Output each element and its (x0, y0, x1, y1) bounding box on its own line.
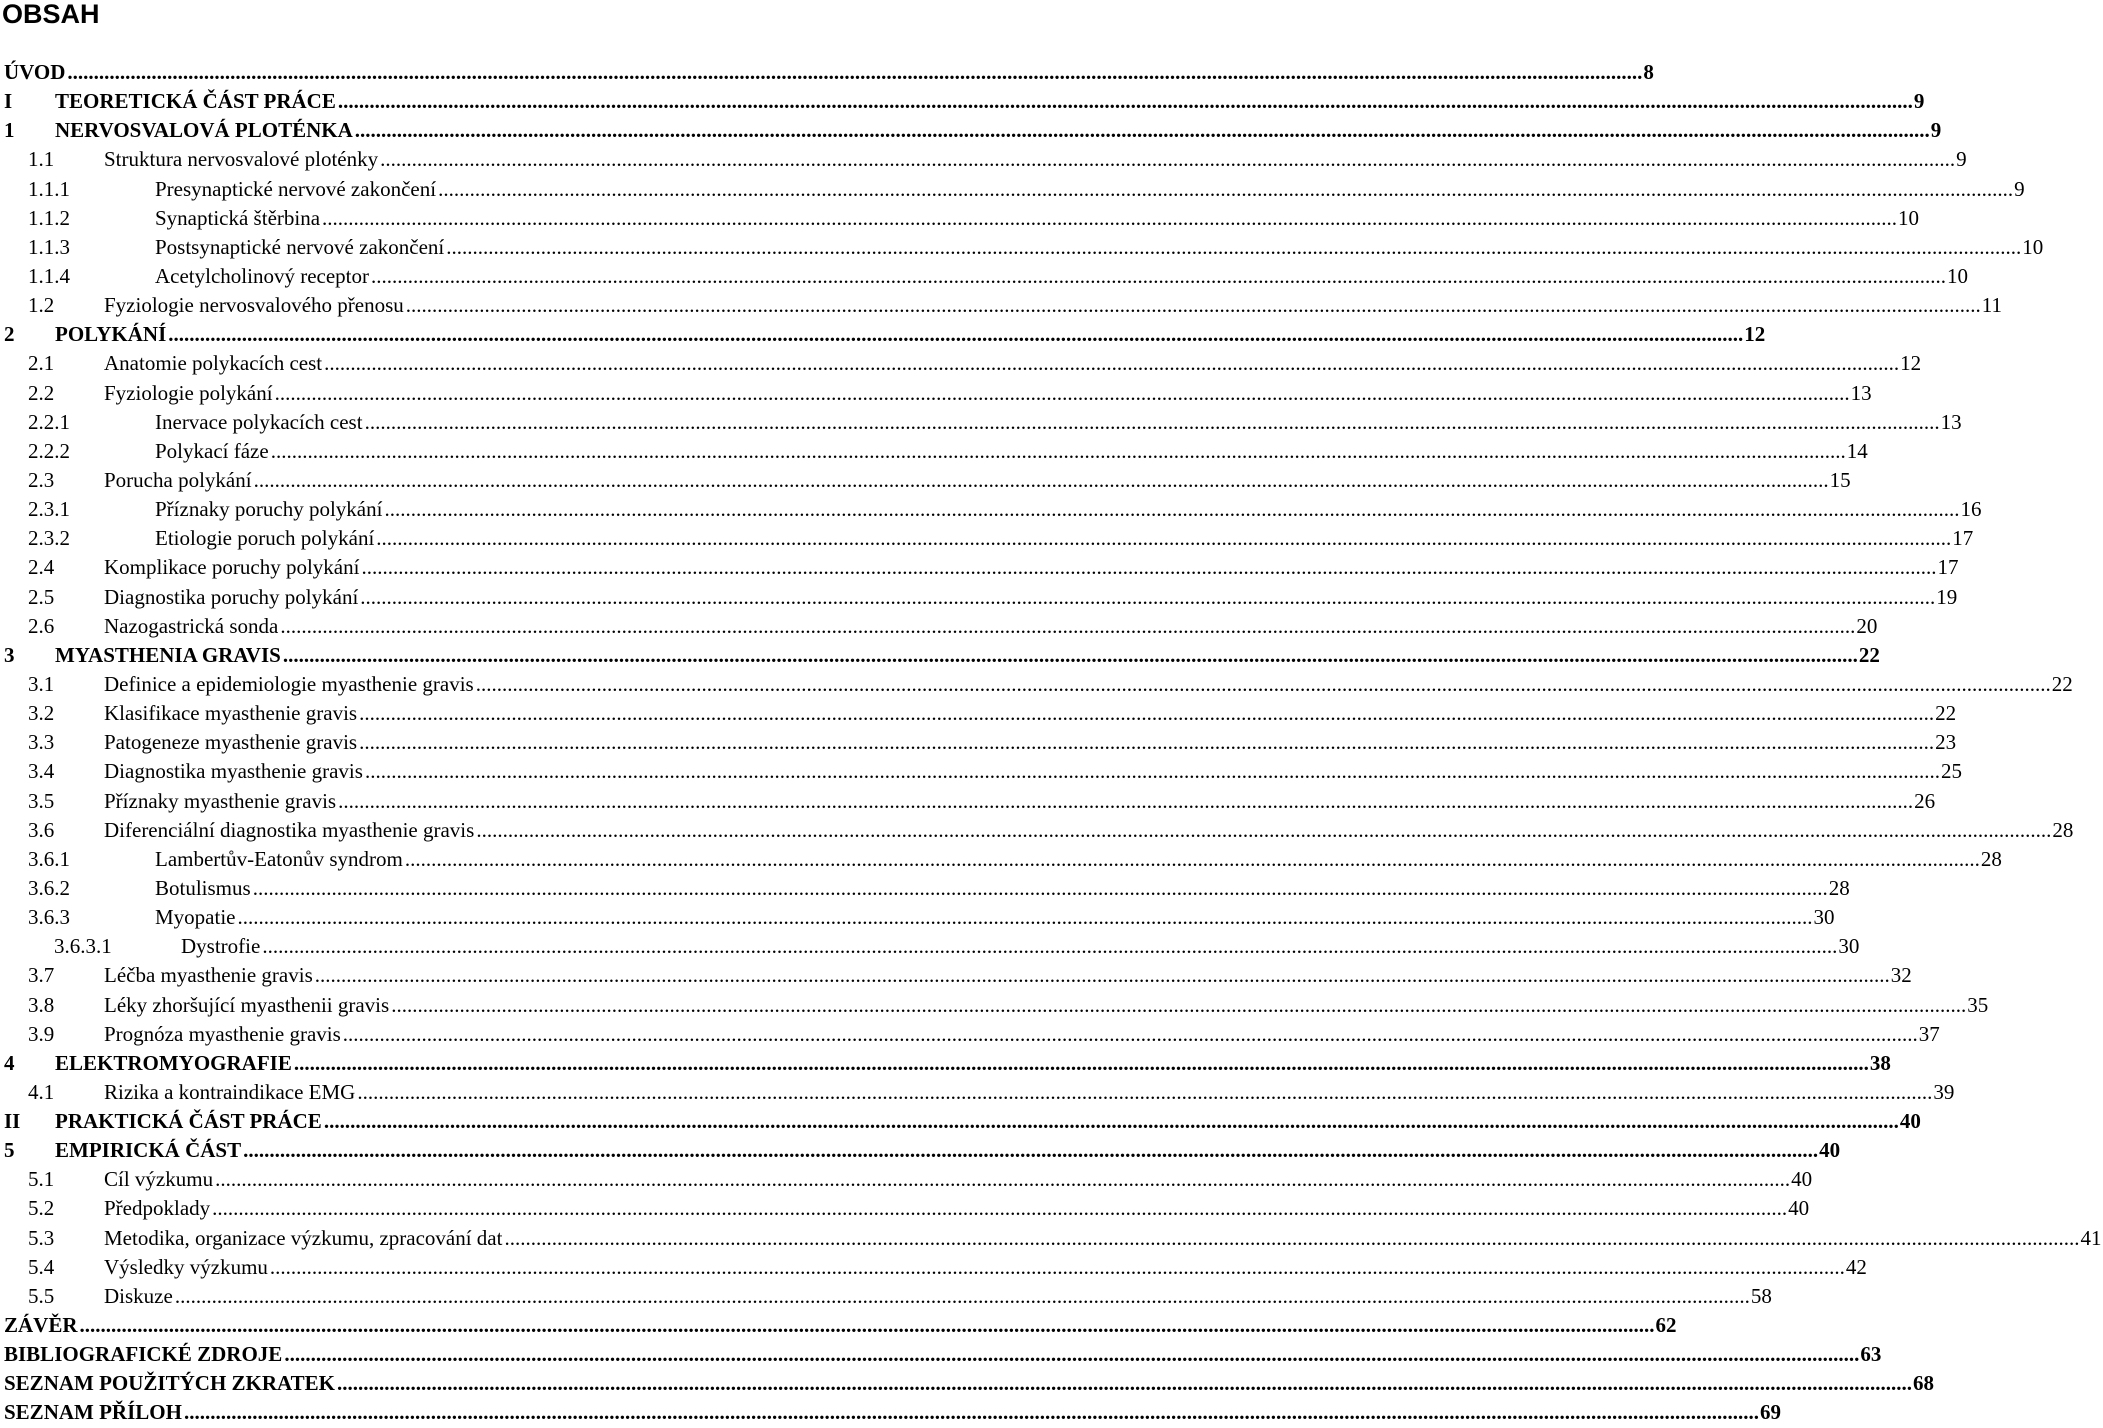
toc-entry-number: 1.1 (28, 147, 55, 172)
toc-entry[interactable] (0, 58, 1654, 87)
dot-leader: ............................................................................................................................................................................................................................................................................................................ (67, 60, 1643, 84)
toc-entry-title: Etiologie poruch polykání (155, 524, 376, 553)
toc-entry-page: 15 (1829, 466, 1853, 495)
toc-entry-page: 35 (1966, 991, 1990, 1020)
toc-entry-page: 22 (1934, 699, 1958, 728)
toc-entry[interactable] (0, 495, 1982, 524)
dot-leader: ............................................................................................................................................................................................................................................................................................................ (354, 118, 1930, 143)
toc-entry-page: 9 (1930, 116, 1944, 145)
toc-entry-number: 2.1 (28, 351, 55, 376)
toc-entry[interactable] (0, 1194, 1810, 1223)
toc-entry-title: Definice a epidemiologie myasthenie gravis (104, 670, 476, 699)
toc-entry-title: Nazogastrická sonda (104, 612, 280, 641)
toc-entry[interactable] (0, 553, 1959, 582)
dot-leader: ............................................................................................................................................................................................................................................................................................................ (337, 1371, 1912, 1396)
toc-entry-title: Příznaky poruchy polykání (155, 495, 384, 524)
toc-entry-number: 5.4 (28, 1254, 55, 1279)
toc-entry-title: Anatomie polykacích cest (104, 349, 324, 378)
toc-entry-number: 3.8 (28, 992, 55, 1017)
toc-entry[interactable] (0, 1282, 1772, 1311)
dot-leader: ............................................................................................................................................................................................................................................................................................................ (284, 1342, 1860, 1367)
dot-leader: ............................................................................................................................................................................................................................................................................................................ (174, 1283, 1750, 1308)
toc-entry[interactable] (0, 1136, 1841, 1165)
toc-entry[interactable] (0, 728, 1957, 757)
toc-entry-page: 40 (1899, 1107, 1923, 1136)
dot-leader: ............................................................................................................................................................................................................................................................................................................ (274, 380, 1850, 405)
toc-entry-page: 40 (1787, 1194, 1811, 1223)
toc-entry-page: 10 (1946, 262, 1970, 291)
toc-entry-page: 63 (1859, 1340, 1883, 1369)
toc-entry-title: Patogeneze myasthenie gravis (104, 728, 359, 757)
toc-entry-number: 5 (4, 1138, 15, 1163)
toc-entry[interactable] (0, 1224, 2102, 1253)
toc-entry-title: Dystrofie (181, 932, 262, 961)
toc-entry[interactable] (0, 408, 1962, 437)
toc-entry[interactable] (0, 466, 1851, 495)
toc-entry-page: 40 (1790, 1165, 1814, 1194)
toc-entry-page: 39 (1932, 1078, 1956, 1107)
dot-leader: ............................................................................................................................................................................................................................................................................................................ (376, 526, 1952, 551)
toc-entry-title: EMPIRICKÁ ČÁST (55, 1136, 243, 1165)
toc-entry-number: 2 (4, 322, 15, 347)
dot-leader: ............................................................................................................................................................................................................................................................................................................ (364, 409, 1940, 434)
toc-entry[interactable] (0, 874, 1850, 903)
toc-entry-title: Rizika a kontraindikace EMG (104, 1078, 357, 1107)
toc-entry-page: 41 (2079, 1224, 2103, 1253)
dot-leader: ............................................................................................................................................................................................................................................................................................................ (342, 1021, 1918, 1046)
toc-entry-title: Botulismus (155, 874, 253, 903)
toc-entry-page: 13 (1850, 379, 1874, 408)
dot-leader: ............................................................................................................................................................................................................................................................................................................ (438, 176, 2014, 201)
dot-leader: ............................................................................................................................................................................................................................................................................................................ (475, 671, 2051, 696)
toc-entry-page: 32 (1890, 961, 1914, 990)
dot-leader: ............................................................................................................................................................................................................................................................................................................ (183, 1400, 1759, 1425)
toc-entry-number: 3.9 (28, 1021, 55, 1046)
toc-entry-number: 2.6 (28, 613, 55, 638)
toc-entry-page: 10 (2021, 233, 2045, 262)
toc-entry[interactable] (0, 903, 1835, 932)
toc-entry[interactable] (0, 1369, 1934, 1398)
dot-leader: ............................................................................................................................................................................................................................................................................................................ (380, 147, 1956, 172)
toc-entry-number: 3.1 (28, 671, 55, 696)
toc-entry-number: 1 (4, 118, 15, 143)
toc-entry-number: 3.6 (28, 817, 55, 842)
dot-leader: ............................................................................................................................................................................................................................................................................................................ (446, 234, 2022, 259)
dot-leader: ............................................................................................................................................................................................................................................................................................................ (322, 205, 1898, 230)
dot-leader: ............................................................................................................................................................................................................................................................................................................ (253, 467, 1829, 492)
toc-entry-number: 3.5 (28, 788, 55, 813)
dot-leader: ............................................................................................................................................................................................................................................................................................................ (391, 992, 1967, 1017)
dot-leader: ............................................................................................................................................................................................................................................................................................................ (360, 584, 1936, 609)
dot-leader: ............................................................................................................................................................................................................................................................................................................ (269, 1254, 1845, 1279)
dot-leader: ............................................................................................................................................................................................................................................................................................................ (280, 613, 1856, 638)
toc-entry-page: 30 (1812, 903, 1836, 932)
toc-entry-number: 5.5 (28, 1283, 55, 1308)
toc-entry[interactable] (0, 1311, 1677, 1340)
toc-entry-title: Fyziologie polykání (104, 379, 275, 408)
toc-entry-title: Acetylcholinový receptor (155, 262, 371, 291)
toc-entry-title: SEZNAM PŘÍLOH (4, 1398, 184, 1427)
dot-leader: ............................................................................................................................................................................................................................................................................................................ (243, 1138, 1819, 1163)
toc-entry-number: 1.1.3 (28, 234, 70, 259)
toc-entry-title: Příznaky myasthenie gravis (104, 787, 338, 816)
toc-entry[interactable] (0, 175, 2025, 204)
toc-entry-page: 28 (1828, 874, 1852, 903)
toc-entry-title: Postsynaptické nervové zakončení (155, 233, 446, 262)
toc-entry[interactable] (0, 437, 1868, 466)
toc-entry-number: 2.2.1 (28, 409, 70, 434)
toc-entry-number: 5.3 (28, 1225, 55, 1250)
toc-entry-title: MYASTHENIA GRAVIS (55, 641, 283, 670)
toc-entry[interactable] (0, 1020, 1940, 1049)
toc-entry-page: 9 (1913, 87, 1927, 116)
toc-entry-title: Diagnostika poruchy polykání (104, 583, 360, 612)
dot-leader: ............................................................................................................................................................................................................................................................................................................ (168, 322, 1744, 347)
toc-entry-title: NERVOSVALOVÁ PLOTÉNKA (55, 116, 355, 145)
toc-entry-title: Diferenciální diagnostika myasthenie gravis (104, 816, 476, 845)
toc-entry[interactable] (0, 757, 1962, 786)
toc-entry-title: Komplikace poruchy polykání (104, 553, 361, 582)
toc-entry-page: 28 (1980, 845, 2004, 874)
toc-entry[interactable] (0, 641, 1880, 670)
dot-leader: ............................................................................................................................................................................................................................................................................................................ (314, 963, 1890, 988)
toc-entry-number: 4.1 (28, 1079, 55, 1104)
toc-entry[interactable] (0, 583, 1958, 612)
toc-entry-page: 42 (1845, 1253, 1869, 1282)
toc-entry-number: II (4, 1109, 21, 1134)
dot-leader: ............................................................................................................................................................................................................................................................................................................ (504, 1225, 2080, 1250)
toc-entry[interactable] (0, 787, 1936, 816)
toc-entry-page: 37 (1918, 1020, 1942, 1049)
toc-entry-number: 2.3 (28, 467, 55, 492)
dot-leader: ............................................................................................................................................................................................................................................................................................................ (337, 89, 1913, 114)
toc-entry-page: 17 (1951, 524, 1975, 553)
toc-entry-title: ÚVOD (4, 58, 67, 87)
toc-entry-number: 5.1 (28, 1167, 55, 1192)
toc-entry[interactable] (0, 1165, 1813, 1194)
toc-entry[interactable] (0, 816, 2074, 845)
toc-entry[interactable] (0, 1398, 1781, 1427)
toc-entry-page: 69 (1759, 1398, 1783, 1427)
toc-entry-page: 26 (1913, 787, 1937, 816)
dot-leader: ............................................................................................................................................................................................................................................................................................................ (364, 759, 1940, 784)
toc-entry-page: 28 (2051, 816, 2075, 845)
toc-entry-page: 23 (1934, 728, 1958, 757)
dot-leader: ............................................................................................................................................................................................................................................................................................................ (324, 351, 1900, 376)
dot-leader: ............................................................................................................................................................................................................................................................................................................ (404, 846, 1980, 871)
toc-entry[interactable] (0, 204, 1920, 233)
dot-leader: ............................................................................................................................................................................................................................................................................................................ (282, 642, 1858, 667)
toc-entry-number: 3.6.3.1 (54, 934, 112, 959)
toc-entry-page: 12 (1899, 349, 1923, 378)
toc-entry-title: Prognóza myasthenie gravis (104, 1020, 343, 1049)
toc-entry-page: 20 (1855, 612, 1879, 641)
toc-entry-page: 9 (2013, 175, 2027, 204)
toc-entry-page: 58 (1750, 1282, 1774, 1311)
toc-entry-title: SEZNAM POUŽITÝCH ZKRATEK (4, 1369, 337, 1398)
toc-entry-number: 2.3.1 (28, 497, 70, 522)
toc-entry-title: ELEKTROMYOGRAFIE (55, 1049, 294, 1078)
toc-entry-page: 38 (1869, 1049, 1893, 1078)
toc-entry-page: 9 (1955, 145, 1969, 174)
toc-entry[interactable] (0, 845, 2002, 874)
toc-entry[interactable] (0, 291, 2003, 320)
toc-entry-title: Polykací fáze (155, 437, 271, 466)
toc-entry[interactable] (0, 1107, 1921, 1136)
toc-entry[interactable] (0, 379, 1872, 408)
toc-entry-number: 3.6.2 (28, 875, 70, 900)
toc-entry[interactable] (0, 612, 1878, 641)
toc-entry-page: 17 (1936, 553, 1960, 582)
toc-entry[interactable] (0, 670, 2073, 699)
dot-leader: ............................................................................................................................................................................................................................................................................................................ (212, 1196, 1788, 1221)
toc-entry-page: 22 (2051, 670, 2075, 699)
toc-entry-page: 22 (1858, 641, 1882, 670)
toc-entry-title: Předpoklady (104, 1194, 212, 1223)
toc-entry-page: 11 (1981, 291, 2004, 320)
toc-entry-number: 2.5 (28, 584, 55, 609)
toc-entry[interactable] (0, 145, 1967, 174)
toc-entry[interactable] (0, 524, 1974, 553)
dot-leader: ............................................................................................................................................................................................................................................................................................................ (359, 730, 1935, 755)
toc-entry-title: Fyziologie nervosvalového přenosu (104, 291, 406, 320)
toc-entry[interactable] (0, 116, 1942, 145)
toc-entry-page: 13 (1940, 408, 1964, 437)
toc-entry-title: Struktura nervosvalové ploténky (104, 145, 380, 174)
dot-leader: ............................................................................................................................................................................................................................................................................................................ (405, 293, 1981, 318)
dot-leader: ............................................................................................................................................................................................................................................................................................................ (338, 788, 1914, 813)
toc-entry[interactable] (0, 320, 1766, 349)
toc-entry-number: 5.2 (28, 1196, 55, 1221)
toc-entry-number: I (4, 89, 13, 114)
toc-entry-number: 2.2 (28, 380, 55, 405)
toc-entry-title: Synaptická štěrbina (155, 204, 322, 233)
toc-entry-page: 8 (1642, 58, 1656, 87)
toc-entry-number: 1.1.2 (28, 205, 70, 230)
toc-entry[interactable] (0, 991, 1989, 1020)
toc-entry-title: Léky zhoršující myasthenii gravis (104, 991, 391, 1020)
toc-entry-title: Lambertův-Eatonův syndrom (155, 845, 405, 874)
toc-entry-title: Inervace polykacích cest (155, 408, 365, 437)
dot-leader: ............................................................................................................................................................................................................................................................................................................ (79, 1313, 1655, 1338)
dot-leader: ............................................................................................................................................................................................................................................................................................................ (270, 438, 1846, 463)
toc-entry[interactable] (0, 1078, 1955, 1107)
toc-entry-title: BIBLIOGRAFICKÉ ZDROJE (4, 1340, 284, 1369)
toc-entry-page: 10 (1897, 204, 1921, 233)
toc-entry-title: ZÁVĚR (4, 1311, 80, 1340)
toc-entry-page: 40 (1818, 1136, 1842, 1165)
toc-entry-title: Diskuze (104, 1282, 175, 1311)
dot-leader: ............................................................................................................................................................................................................................................................................................................ (215, 1167, 1791, 1192)
toc-entry-number: 2.4 (28, 555, 55, 580)
toc-entry-title: Metodika, organizace výzkumu, zpracování dat (104, 1224, 504, 1253)
toc-entry-title: Cíl výzkumu (104, 1165, 215, 1194)
dot-leader: ............................................................................................................................................................................................................................................................................................................ (361, 555, 1937, 580)
toc-entry-page: 25 (1940, 757, 1964, 786)
dot-leader: ............................................................................................................................................................................................................................................................................................................ (262, 934, 1838, 959)
toc-entry-title: TEORETICKÁ ČÁST PRÁCE (55, 87, 338, 116)
toc-entry-number: 3.6.3 (28, 905, 70, 930)
toc-entry[interactable] (0, 932, 1860, 961)
toc-entry-number: 1.1.4 (28, 263, 70, 288)
page-title: OBSAH (2, 0, 100, 29)
toc-entry[interactable] (0, 1340, 1882, 1369)
toc-entry-number: 3.2 (28, 701, 55, 726)
toc-entry-page: 30 (1837, 932, 1861, 961)
toc-entry[interactable] (0, 87, 1925, 116)
toc-entry-title: POLYKÁNÍ (55, 320, 168, 349)
toc-entry-title: Presynaptické nervové zakončení (155, 175, 438, 204)
toc-entry-number: 2.3.2 (28, 526, 70, 551)
toc-entry-number: 3.4 (28, 759, 55, 784)
toc-entry-page: 16 (1959, 495, 1983, 524)
toc-entry-title: Léčba myasthenie gravis (104, 961, 315, 990)
toc-entry-page: 12 (1743, 320, 1767, 349)
toc-entry-title: Myopatie (155, 903, 237, 932)
toc-entry-number: 1.2 (28, 293, 55, 318)
toc-entry[interactable] (0, 1253, 1867, 1282)
toc-entry-page: 62 (1655, 1311, 1679, 1340)
toc-entry-title: Klasifikace myasthenie gravis (104, 699, 359, 728)
toc-entry-number: 4 (4, 1050, 15, 1075)
toc-entry-page: 68 (1912, 1369, 1936, 1398)
toc-entry-number: 3 (4, 642, 15, 667)
dot-leader: ............................................................................................................................................................................................................................................................................................................ (252, 875, 1828, 900)
toc-entry-number: 3.7 (28, 963, 55, 988)
dot-leader: ............................................................................................................................................................................................................................................................................................................ (237, 905, 1813, 930)
dot-leader: ............................................................................................................................................................................................................................................................................................................ (371, 263, 1946, 288)
toc-entry-page: 19 (1935, 583, 1959, 612)
toc-entry-number: 3.3 (28, 730, 55, 755)
toc-entry-title: Porucha polykání (104, 466, 254, 495)
toc-entry-title: PRAKTICKÁ ČÁST PRÁCE (55, 1107, 324, 1136)
toc-entry[interactable] (0, 233, 2044, 262)
dot-leader: ............................................................................................................................................................................................................................................................................................................ (293, 1050, 1869, 1075)
toc-entry[interactable] (0, 961, 1912, 990)
toc-entry-title: Výsledky výzkumu (104, 1253, 270, 1282)
toc-entry-number: 2.2.2 (28, 438, 70, 463)
dot-leader: ............................................................................................................................................................................................................................................................................................................ (384, 497, 1960, 522)
toc-entry[interactable] (0, 262, 1968, 291)
dot-leader: ............................................................................................................................................................................................................................................................................................................ (357, 1079, 1933, 1104)
dot-leader: ............................................................................................................................................................................................................................................................................................................ (476, 817, 2052, 842)
toc-entry-page: 14 (1846, 437, 1870, 466)
toc-entry[interactable] (0, 349, 1922, 378)
dot-leader: ............................................................................................................................................................................................................................................................................................................ (359, 701, 1935, 726)
toc-entry[interactable] (0, 699, 1957, 728)
dot-leader: ............................................................................................................................................................................................................................................................................................................ (323, 1109, 1899, 1134)
table-of-contents (0, 58, 2102, 1428)
toc-entry-number: 3.6.1 (28, 846, 70, 871)
toc-entry[interactable] (0, 1049, 1891, 1078)
toc-entry-title: Diagnostika myasthenie gravis (104, 757, 365, 786)
toc-entry-number: 1.1.1 (28, 176, 70, 201)
